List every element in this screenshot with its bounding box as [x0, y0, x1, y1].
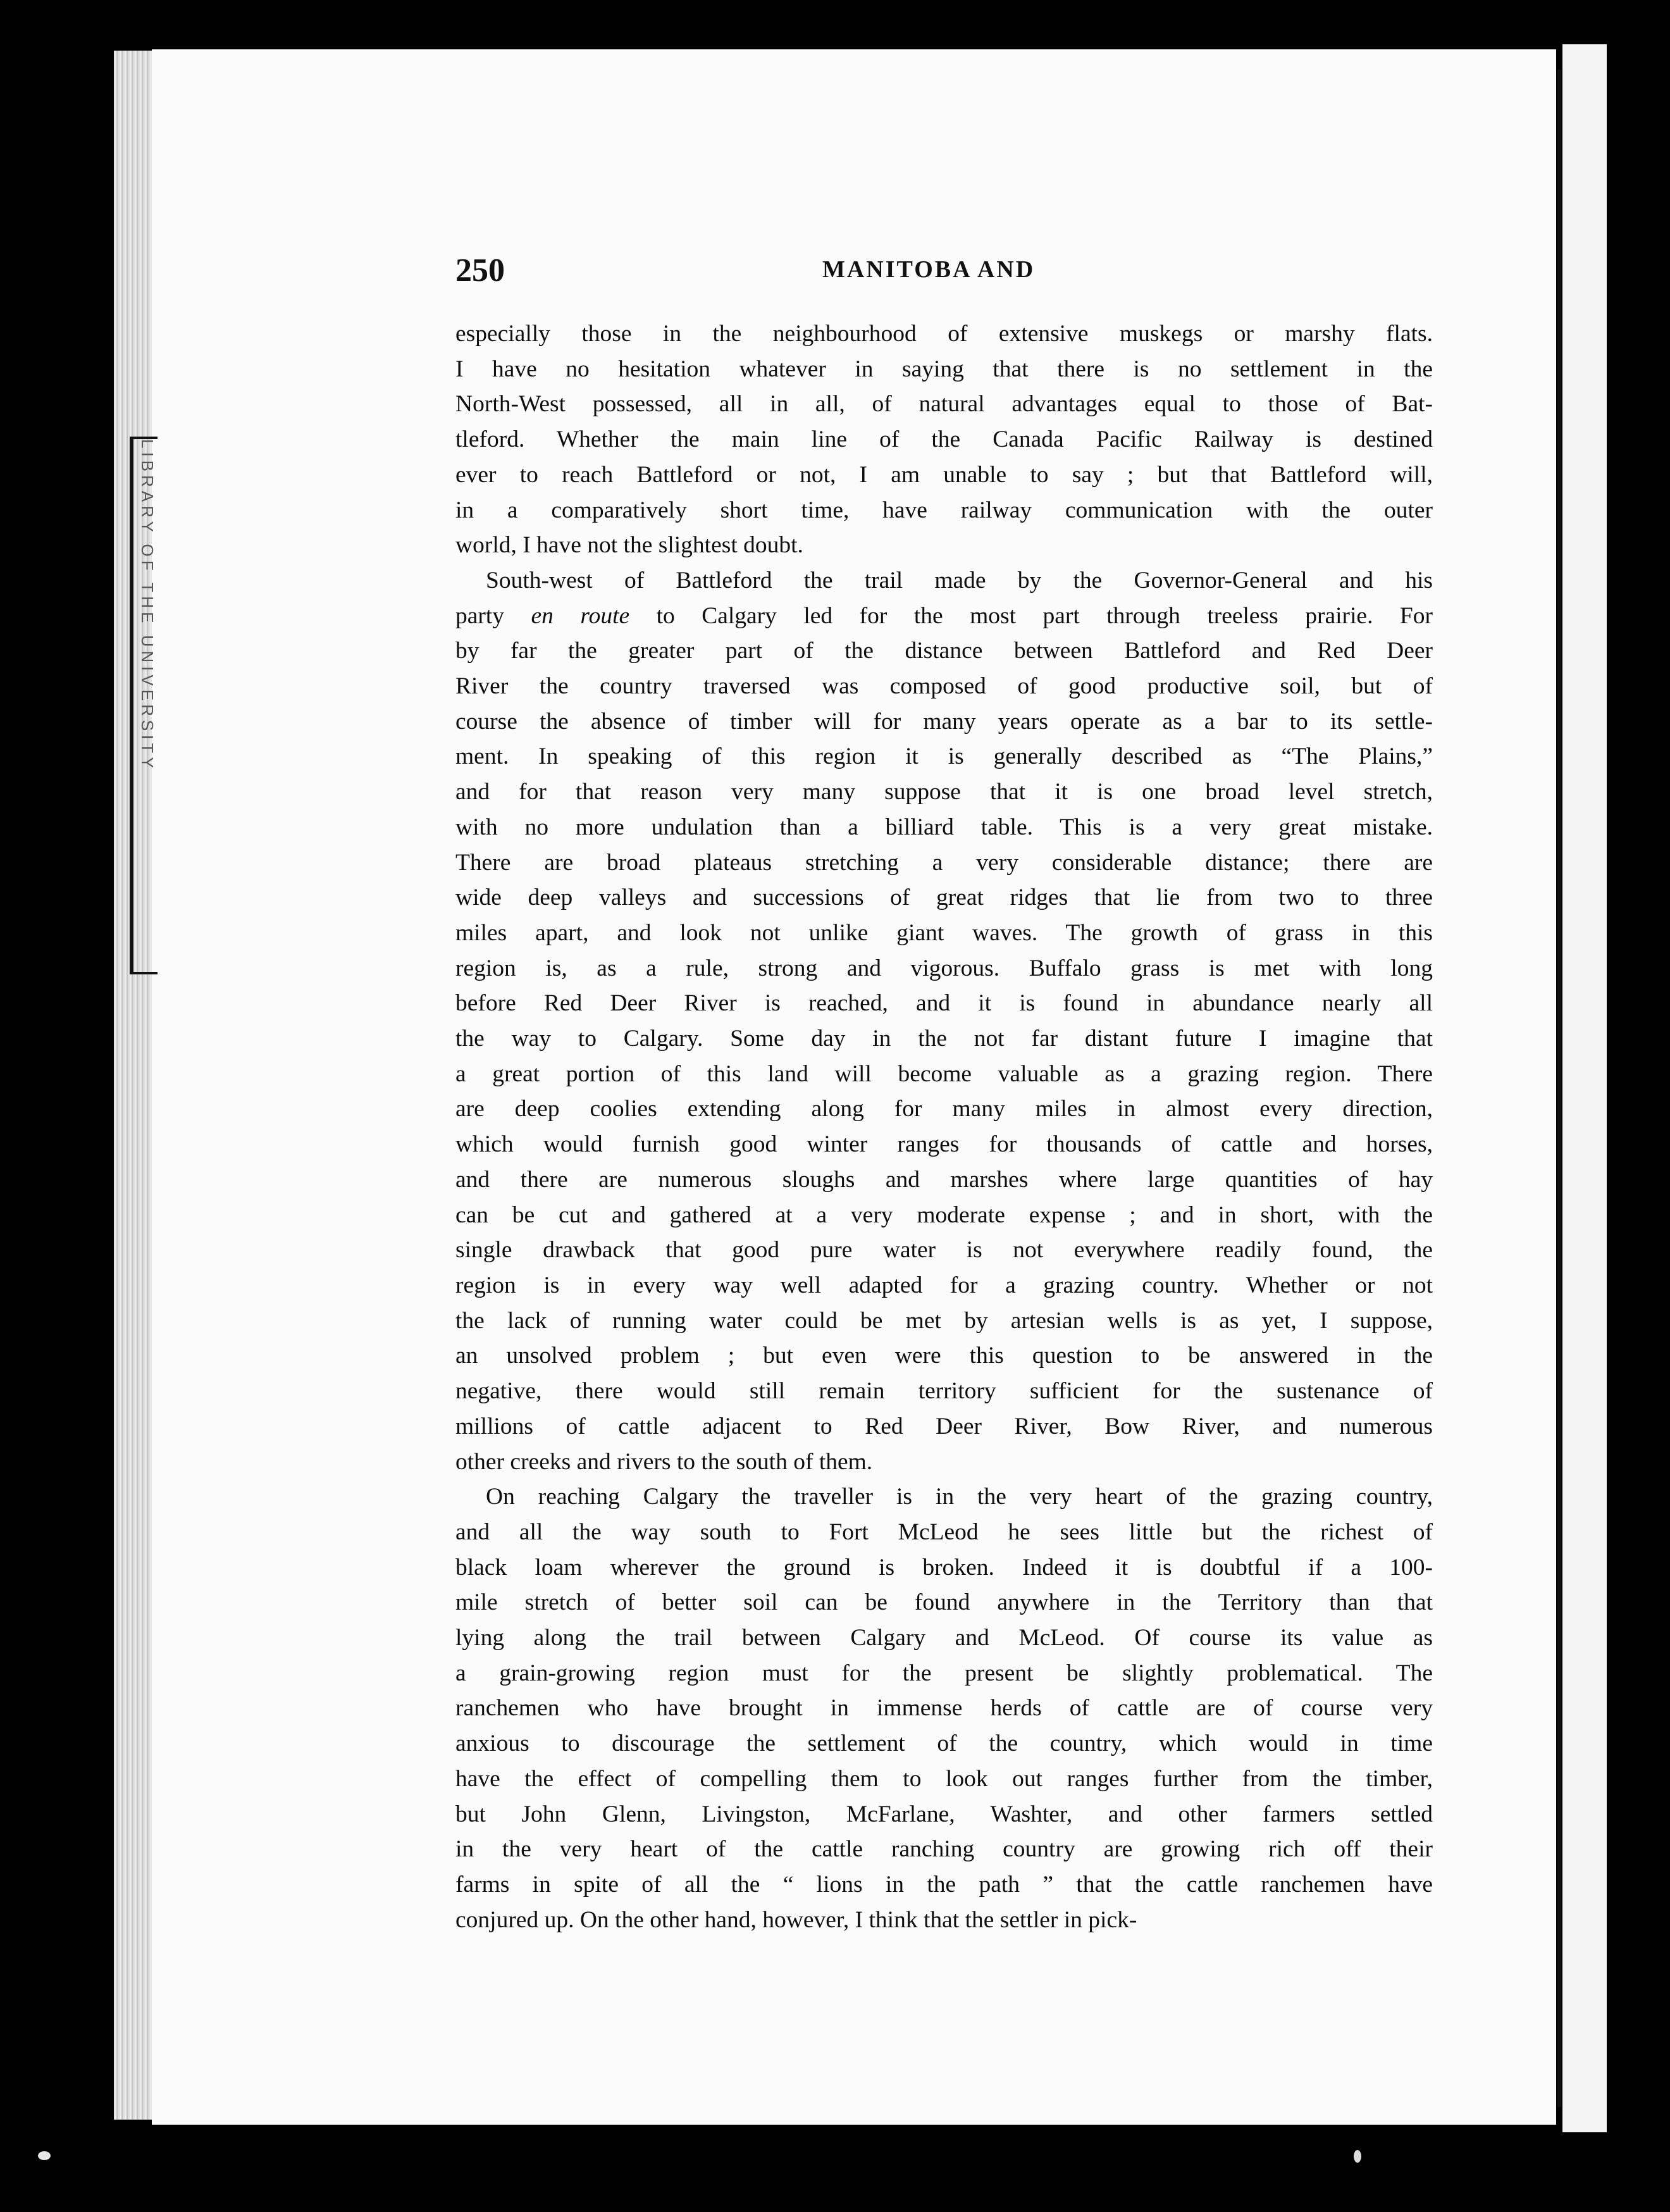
text-line: South-west of Battleford the trail made by the Governor-General and his — [486, 567, 1433, 593]
text-line: the lack of running water could be met by artesian wells is as yet, I suppose, — [455, 1307, 1433, 1334]
text-line: but John Glenn, Livingston, McFarlane, Washter, and other farmers settled — [455, 1801, 1433, 1827]
text-line: anxious to discourage the settlement of the country, which would in time — [455, 1730, 1433, 1757]
text-line: ranchemen who have brought in immense herds of cattle are of course very — [455, 1695, 1433, 1722]
scan-speck — [1354, 2150, 1361, 2163]
text-line: There are broad plateaus stretching a very considerable distance; there are — [455, 849, 1433, 876]
text-line: a grain-growing region must for the present be slightly problematical. The — [455, 1660, 1433, 1686]
text-line: by far the greater part of the distance between Battleford and Red Deer — [455, 638, 1433, 664]
text-line: which would furnish good winter ranges for thousands of cattle and horses, — [455, 1131, 1433, 1158]
text-line: On reaching Calgary the traveller is in the very heart of the grazing country, — [486, 1484, 1433, 1510]
text-line: miles apart, and look not unlike giant waves. The growth of grass in this — [455, 919, 1433, 946]
text-line: an unsolved problem ; but even were this question to be answered in the — [455, 1343, 1433, 1369]
text-line: I have no hesitation whatever in saying that there is no settlement in the — [455, 356, 1433, 382]
text-line: in a comparatively short time, have railway communication with the outer — [455, 497, 1433, 523]
text-line: lying along the trail between Calgary and McLeod. Of course its value as — [455, 1625, 1433, 1651]
text-line: River the country traversed was composed of good productive soil, but of — [455, 673, 1433, 700]
text-line: ever to reach Battleford or not, I am unable to say ; but that Battleford will, — [455, 461, 1433, 488]
text-line: mile stretch of better soil can be found anywhere in the Territory than that — [455, 1589, 1433, 1616]
text-line: party en route to Calgary led for the most part through treeless prairie. For — [455, 602, 1433, 629]
text-line: are deep coolies extending along for many miles in almost every direction, — [455, 1096, 1433, 1122]
text-line: before Red Deer River is reached, and it is found in abundance nearly all — [455, 990, 1433, 1017]
text-line: black loam wherever the ground is broken. Indeed it is doubtful if a 100- — [455, 1554, 1433, 1581]
text-line: North-West possessed, all in all, of natural advantages equal to those of Bat- — [455, 391, 1433, 418]
paragraph — [455, 316, 1433, 563]
text-line: the way to Calgary. Some day in the not far distant future I imagine that — [455, 1026, 1433, 1052]
text-line: with no more undulation than a billiard table. This is a very great mistake. — [455, 814, 1433, 840]
text-line: and there are numerous sloughs and marshes where large quantities of hay — [455, 1166, 1433, 1193]
facing-page-edge — [1562, 44, 1607, 2132]
text-line: wide deep valleys and successions of great ridges that lie from two to three — [455, 885, 1433, 911]
text-line: tleford. Whether the main line of the Canada Pacific Railway is destined — [455, 426, 1433, 453]
text-line: and all the way south to Fort McLeod he sees little but the richest of — [455, 1519, 1433, 1545]
body-text — [455, 316, 1433, 1937]
page-number: 250 — [455, 252, 505, 289]
text-line: region is in every way well adapted for a grazing country. Whether or not — [455, 1272, 1433, 1298]
text-line: farms in spite of all the “ lions in the path ” that the cattle ranchemen have — [455, 1871, 1433, 1898]
page-header — [455, 252, 1430, 296]
text-line: region is, as a rule, strong and vigorous. Buffalo grass is met with long — [455, 955, 1433, 981]
running-title: MANITOBA AND — [822, 256, 1036, 283]
text-line: in the very heart of the cattle ranching country are growing rich off their — [455, 1836, 1433, 1863]
library-stamp-text: LIBRARY OF THE UNIVERSITY — [138, 439, 157, 772]
text-line: ment. In speaking of this region it is generally described as “The Plains,” — [455, 743, 1433, 770]
paragraph — [455, 563, 1433, 1479]
text-line: have the effect of compelling them to look out ranges further from the timber, — [455, 1765, 1433, 1792]
text-line: negative, there would still remain territory sufficient for the sustenance of — [455, 1378, 1433, 1405]
text-line: other creeks and rivers to the south of them. — [455, 1448, 873, 1475]
text-line: single drawback that good pure water is not everywhere readily found, the — [455, 1237, 1433, 1264]
text-line: course the absence of timber will for many years operate as a bar to its settle- — [455, 708, 1433, 735]
text-line: a great portion of this land will become valuable as a grazing region. There — [455, 1060, 1433, 1087]
scan-speck — [38, 2151, 51, 2160]
gutter-shadow — [1557, 70, 1561, 2107]
text-line: world, I have not the slightest doubt. — [455, 532, 803, 559]
text-line: millions of cattle adjacent to Red Deer River, Bow River, and numerous — [455, 1413, 1433, 1439]
library-stamp — [130, 437, 158, 974]
text-line: and for that reason very many suppose that it is one broad level stretch, — [455, 779, 1433, 805]
text-line: can be cut and gathered at a very moderate expense ; and in short, with the — [455, 1202, 1433, 1228]
text-line: conjured up. On the other hand, however, I think that the settler in pick- — [455, 1906, 1137, 1933]
text-line: especially those in the neighbourhood of extensive muskegs or marshy flats. — [455, 321, 1433, 347]
paragraph — [455, 1479, 1433, 1937]
